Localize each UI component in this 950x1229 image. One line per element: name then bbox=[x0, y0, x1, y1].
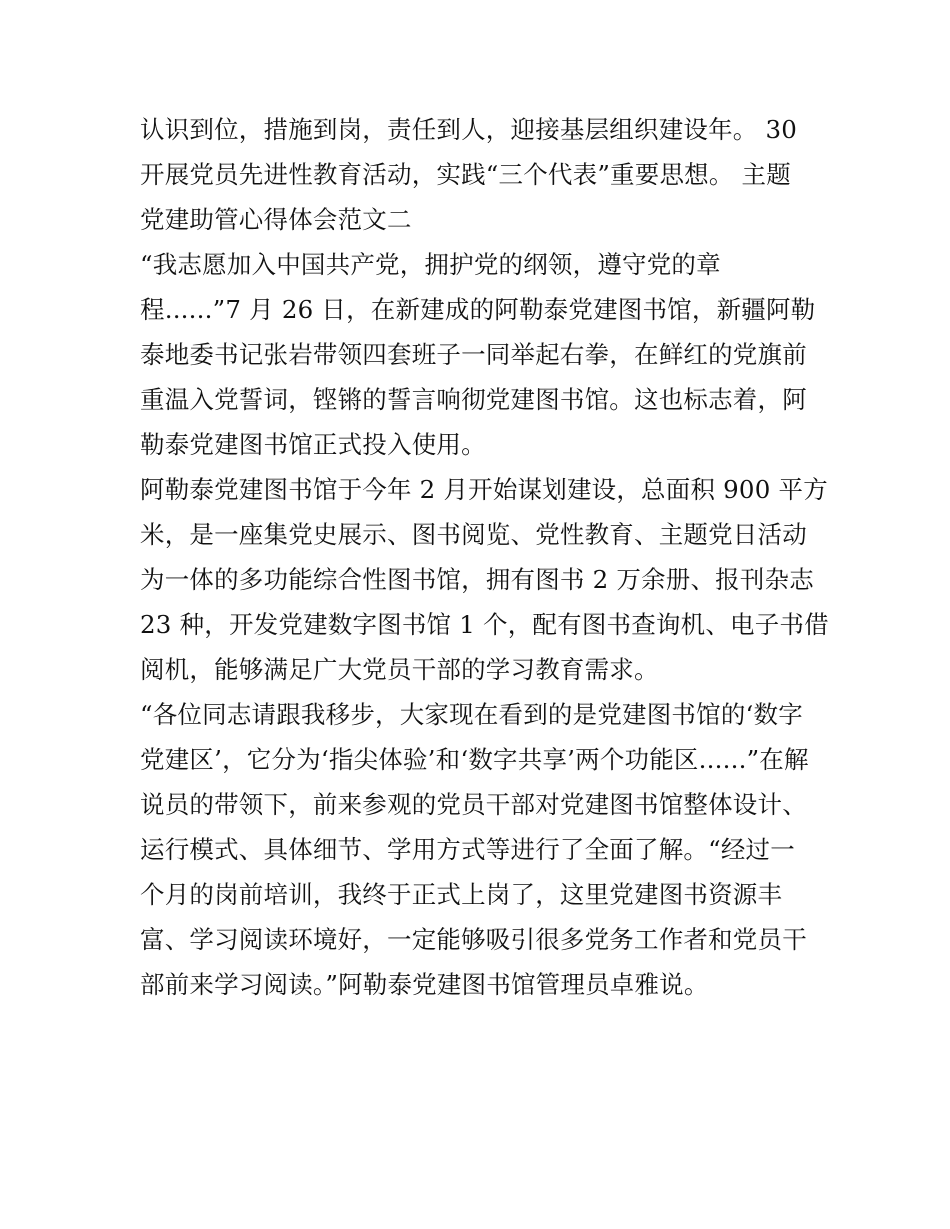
text-line: 程......”7 月 26 日，在新建成的阿勒泰党建图书馆，新疆阿勒 bbox=[140, 295, 816, 324]
text-line: 阅机，能够满足广大党员干部的学习教育需求。 bbox=[140, 655, 659, 684]
text-line: 23 种，开发党建数字图书馆 1 个，配有图书查询机、电子书借 bbox=[140, 610, 829, 639]
text-line: 认识到位，措施到岗，责任到人，迎接基层组织建设年。 30 bbox=[140, 115, 798, 144]
text-line: 部前来学习阅读。”阿勒泰党建图书馆管理员卓雅说。 bbox=[140, 970, 709, 999]
text-line: 富、学习阅读环境好，一定能够吸引很多党务工作者和党员干 bbox=[140, 925, 807, 954]
text-line: 说员的带领下，前来参观的党员干部对党建图书馆整体设计、 bbox=[140, 790, 807, 819]
text-line: 重温入党誓词，铿锵的誓言响彻党建图书馆。这也标志着，阿 bbox=[140, 385, 807, 414]
text-line: “我志愿加入中国共产党，拥护党的纲领，遵守党的章 bbox=[140, 250, 721, 279]
text-line: 运行模式、具体细节、学用方式等进行了全面了解。“经过一 bbox=[140, 835, 795, 864]
text-line: 米，是一座集党史展示、图书阅览、党性教育、主题党日活动 bbox=[140, 520, 807, 549]
document-body bbox=[140, 107, 829, 1007]
text-line: 个月的岗前培训，我终于正式上岗了，这里党建图书资源丰 bbox=[140, 880, 783, 909]
text-line: 为一体的多功能综合性图书馆，拥有图书 2 万余册、报刊杂志 bbox=[140, 565, 814, 594]
text-line: “各位同志请跟我移步，大家现在看到的是党建图书馆的‘数字 bbox=[140, 700, 803, 729]
text-line: 勒泰党建图书馆正式投入使用。 bbox=[140, 430, 486, 459]
text-line: 阿勒泰党建图书馆于今年 2 月开始谋划建设，总面积 900 平方 bbox=[140, 475, 828, 504]
section-title: 党建助管心得体会范文二 bbox=[140, 205, 412, 234]
text-line: 泰地委书记张岩带领四套班子一同举起右拳，在鲜红的党旗前 bbox=[140, 340, 807, 369]
text-line: 开展党员先进性教育活动，实践“三个代表”重要思想。 主题 bbox=[140, 160, 791, 189]
text-line: 党建区’，它分为‘指尖体验’和‘数字共享’两个功能区......”在解 bbox=[140, 745, 809, 774]
